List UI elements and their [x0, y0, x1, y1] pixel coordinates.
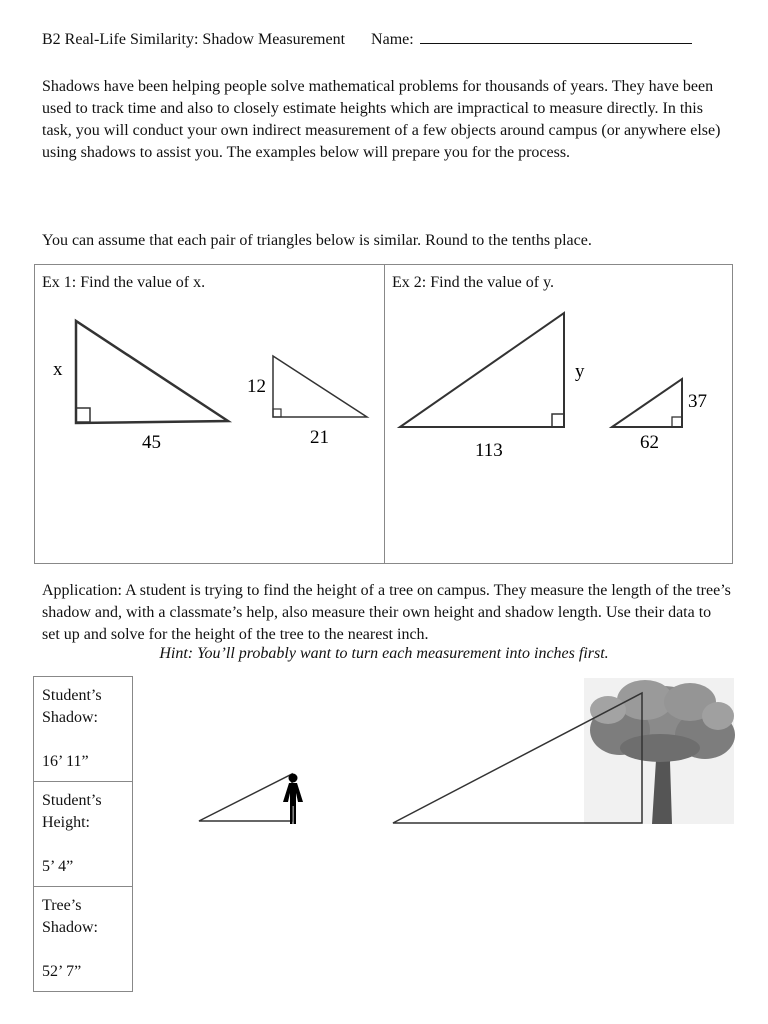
application-paragraph: Application: A student is trying to find the height of a tree on campus. They measure the length of the tree’s shadow and, with a classmate’s help, also measure their own height and shadow length. Use their data to set up and solve for the height of the tree to the nearest inch.	[42, 582, 731, 643]
tree-icon	[584, 678, 735, 824]
ex1-big-triangle	[76, 321, 228, 423]
row-value: 16’ 11”	[42, 753, 89, 770]
ex1-base-label: 45	[142, 432, 161, 453]
ex2-small-height-label: 37	[688, 391, 707, 412]
examples-box	[34, 264, 733, 564]
row-value: 5’ 4”	[42, 858, 74, 875]
row-label: Tree’s Shadow:	[42, 897, 98, 936]
similarity-instructions: You can assume that each pair of triangles below is similar. Round to the tenths place.	[42, 232, 592, 249]
ex2-title: Ex 2: Find the value of y.	[392, 274, 555, 291]
ex2-height-label: y	[575, 361, 585, 382]
hint-text: Hint: You’ll probably want to turn each measurement into inches first.	[159, 645, 609, 662]
row-label: Student’s Shadow:	[42, 687, 102, 726]
table-row	[34, 887, 132, 991]
ex1-small-base-label: 21	[310, 427, 329, 448]
examples-figures	[35, 265, 734, 565]
ex1-height-label: x	[53, 359, 63, 380]
student-shadow-triangle	[199, 774, 292, 821]
intro-paragraph: Shadows have been helping people solve mathematical problems for thousands of years. They have been used to track time and also to closely estimate heights which are impractical to measure directly. In this task, you will conduct your own indirect measurement of a few objects around campus (or anywhere else) using shadows to assist you. The examples below will prepare you for the process.	[42, 78, 721, 161]
row-label: Student’s Height:	[42, 792, 102, 831]
name-blank-line[interactable]	[420, 29, 692, 44]
ex1-title: Ex 1: Find the value of x.	[42, 274, 206, 291]
student-icon	[283, 774, 303, 825]
worksheet-header	[42, 29, 692, 49]
ex2-big-triangle	[400, 313, 564, 427]
ex2-base-label: 113	[475, 440, 503, 461]
ex1-small-triangle	[273, 356, 367, 417]
row-value: 52’ 7”	[42, 963, 82, 980]
ex1-small-height-label: 12	[247, 376, 266, 397]
name-label: Name:	[371, 31, 414, 48]
application-diagram	[0, 670, 768, 840]
ex2-small-base-label: 62	[640, 432, 659, 453]
worksheet-title: B2 Real-Life Similarity: Shadow Measurement	[42, 31, 346, 48]
ex2-small-triangle	[612, 379, 682, 427]
